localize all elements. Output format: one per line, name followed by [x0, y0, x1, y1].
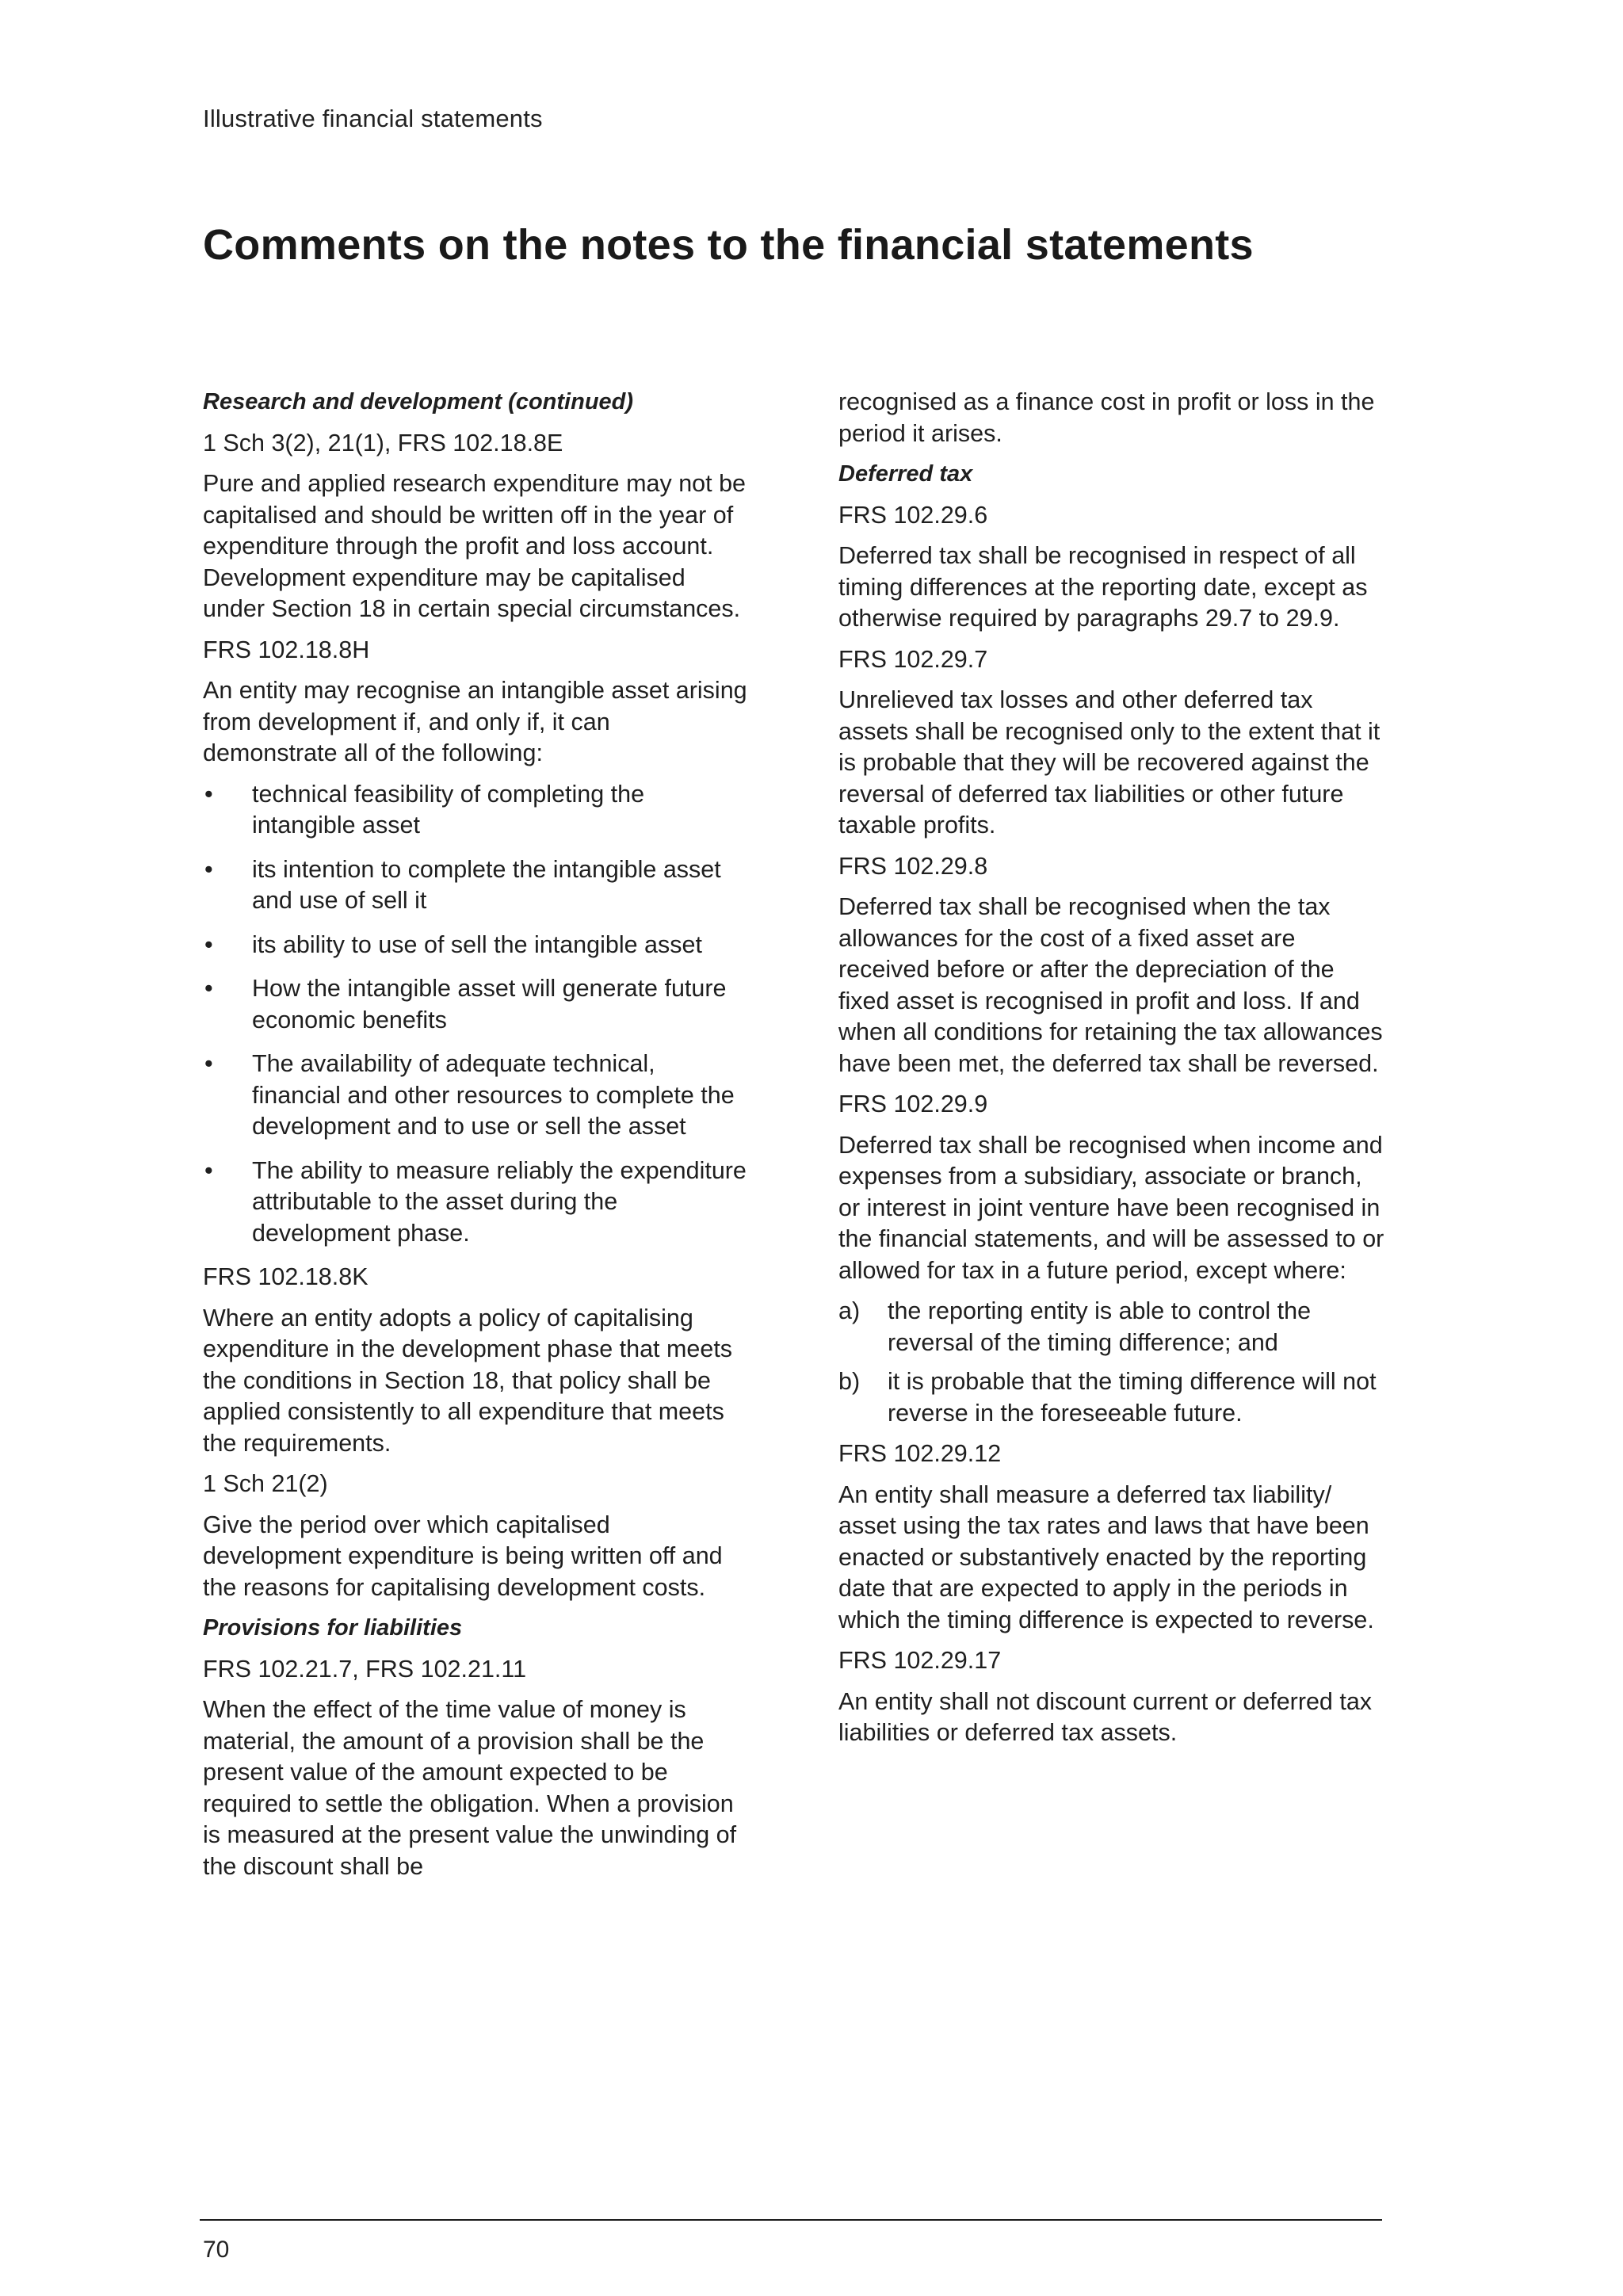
- reference-label: FRS 102.29.7: [838, 645, 988, 673]
- reference-label: 1 Sch 3(2), 21(1), FRS 102.18.8E: [203, 429, 563, 457]
- section-heading-deferred-tax: Deferred tax: [838, 461, 973, 487]
- list-item: [203, 1156, 750, 1250]
- reference-label: FRS 102.29.8: [838, 852, 988, 880]
- list-marker: a): [838, 1297, 861, 1324]
- list-item-text: it is probable that the timing difference will not reverse in the foreseeable future.: [888, 1368, 1377, 1427]
- paragraph: Unrelieved tax losses and other deferred tax assets shall be recognised only to the extent that it is probable that they will be recovered against the reversal of deferred tax liabilities or other future taxable profits.: [838, 686, 1381, 839]
- bullet-icon: •: [204, 975, 213, 1002]
- paragraph: An entity shall not discount current or deferred tax liabilities or deferred tax assets.: [838, 1687, 1373, 1746]
- bullet-list: [203, 779, 750, 1250]
- list-item: [203, 779, 750, 842]
- bullet-icon: •: [204, 780, 213, 808]
- bullet-icon: •: [204, 1050, 213, 1077]
- reference-label: FRS 102.21.7, FRS 102.21.11: [203, 1655, 527, 1683]
- paragraph: Deferred tax shall be recognised when income and expenses from a subsidiary, associate or branch, or interest in joint venture have been recognised in the financial statements, and will be assessed to or allowed for tax in a future period, except where:: [838, 1131, 1384, 1284]
- bullet-icon: •: [204, 855, 213, 883]
- page-title: Comments on the notes to the financial statements: [203, 221, 1254, 269]
- list-item-text: The availability of adequate technical, financial and other resources to complete the development and to use or sell the asset: [252, 1050, 735, 1140]
- section-heading-research-development: Research and development (continued): [203, 389, 634, 415]
- page-number: 70: [203, 2237, 230, 2263]
- paragraph: When the effect of the time value of money is material, the amount of a provision shall be the present value of the amount expected to be required to settle the obligation. When a provision is measured at the present value the unwinding of the discount shall be: [203, 1696, 737, 1880]
- paragraph-continued: recognised as a finance cost in profit or loss in the period it arises.: [838, 388, 1375, 447]
- paragraph: Deferred tax shall be recognised in respect of all timing differences at the reporting date, except as otherwise required by paragraphs 29.7 to 29.9.: [838, 542, 1368, 632]
- list-item-text: its ability to use of sell the intangible asset: [252, 930, 702, 958]
- list-item-text: How the intangible asset will generate future economic benefits: [252, 975, 727, 1033]
- running-header: Illustrative financial statements: [203, 105, 543, 132]
- paragraph: Where an entity adopts a policy of capitalising expenditure in the development phase that meets the conditions in Section 18, that policy shall be applied consistently to all expenditure that meets the requirements.: [203, 1304, 733, 1457]
- reference-label: FRS 102.29.6: [838, 501, 988, 529]
- list-item-text: the reporting entity is able to control the reversal of the timing difference; and: [888, 1297, 1312, 1356]
- list-item: [203, 1049, 750, 1143]
- paragraph: Pure and applied research expenditure may not be capitalised and should be written off in the year of expenditure through the profit and loss account. Development expenditure may be capitalised under Section 18 in certain special circumstances.: [203, 470, 746, 622]
- lettered-list: [838, 1296, 1385, 1429]
- section-heading-provisions: Provisions for liabilities: [203, 1615, 463, 1641]
- left-column: [203, 387, 750, 1892]
- paragraph: An entity shall measure a deferred tax liability/ asset using the tax rates and laws that have been enacted or substantively enacted by the reporting date that are expected to apply in the periods in which the timing difference is expected to reverse.: [838, 1480, 1374, 1633]
- bullet-icon: •: [204, 930, 213, 958]
- paragraph: Deferred tax shall be recognised when the tax allowances for the cost of a fixed asset are received before or after the depreciation of the fixed asset is recognised in profit and loss. If and when all conditions for retaining the tax allowances have been met, the deferred tax shall be reversed.: [838, 893, 1383, 1077]
- right-column: [838, 387, 1385, 1759]
- paragraph: Give the period over which capitalised development expenditure is being written off and the reasons for capitalising development costs.: [203, 1511, 723, 1601]
- list-marker: b): [838, 1368, 861, 1395]
- list-item: [838, 1366, 1385, 1429]
- reference-label: FRS 102.18.8K: [203, 1263, 369, 1290]
- reference-label: 1 Sch 21(2): [203, 1470, 328, 1497]
- paragraph: An entity may recognise an intangible asset arising from development if, and only if, it can demonstrate all of the following:: [203, 677, 747, 766]
- list-item-text: The ability to measure reliably the expenditure attributable to the asset during the development phase.: [252, 1156, 747, 1247]
- reference-label: FRS 102.29.9: [838, 1091, 988, 1117]
- list-item: [203, 854, 750, 917]
- list-item: [838, 1296, 1385, 1358]
- reference-label: FRS 102.18.8H: [203, 636, 370, 663]
- list-item: [203, 930, 750, 961]
- footer-divider: [200, 2219, 1382, 2221]
- bullet-icon: •: [204, 1156, 213, 1184]
- list-item-text: its intention to complete the intangible asset and use of sell it: [252, 855, 721, 914]
- reference-label: FRS 102.29.17: [838, 1647, 1002, 1674]
- list-item: [203, 973, 750, 1036]
- list-item-text: technical feasibility of completing the intangible asset: [252, 780, 645, 839]
- reference-label: FRS 102.29.12: [838, 1440, 1002, 1467]
